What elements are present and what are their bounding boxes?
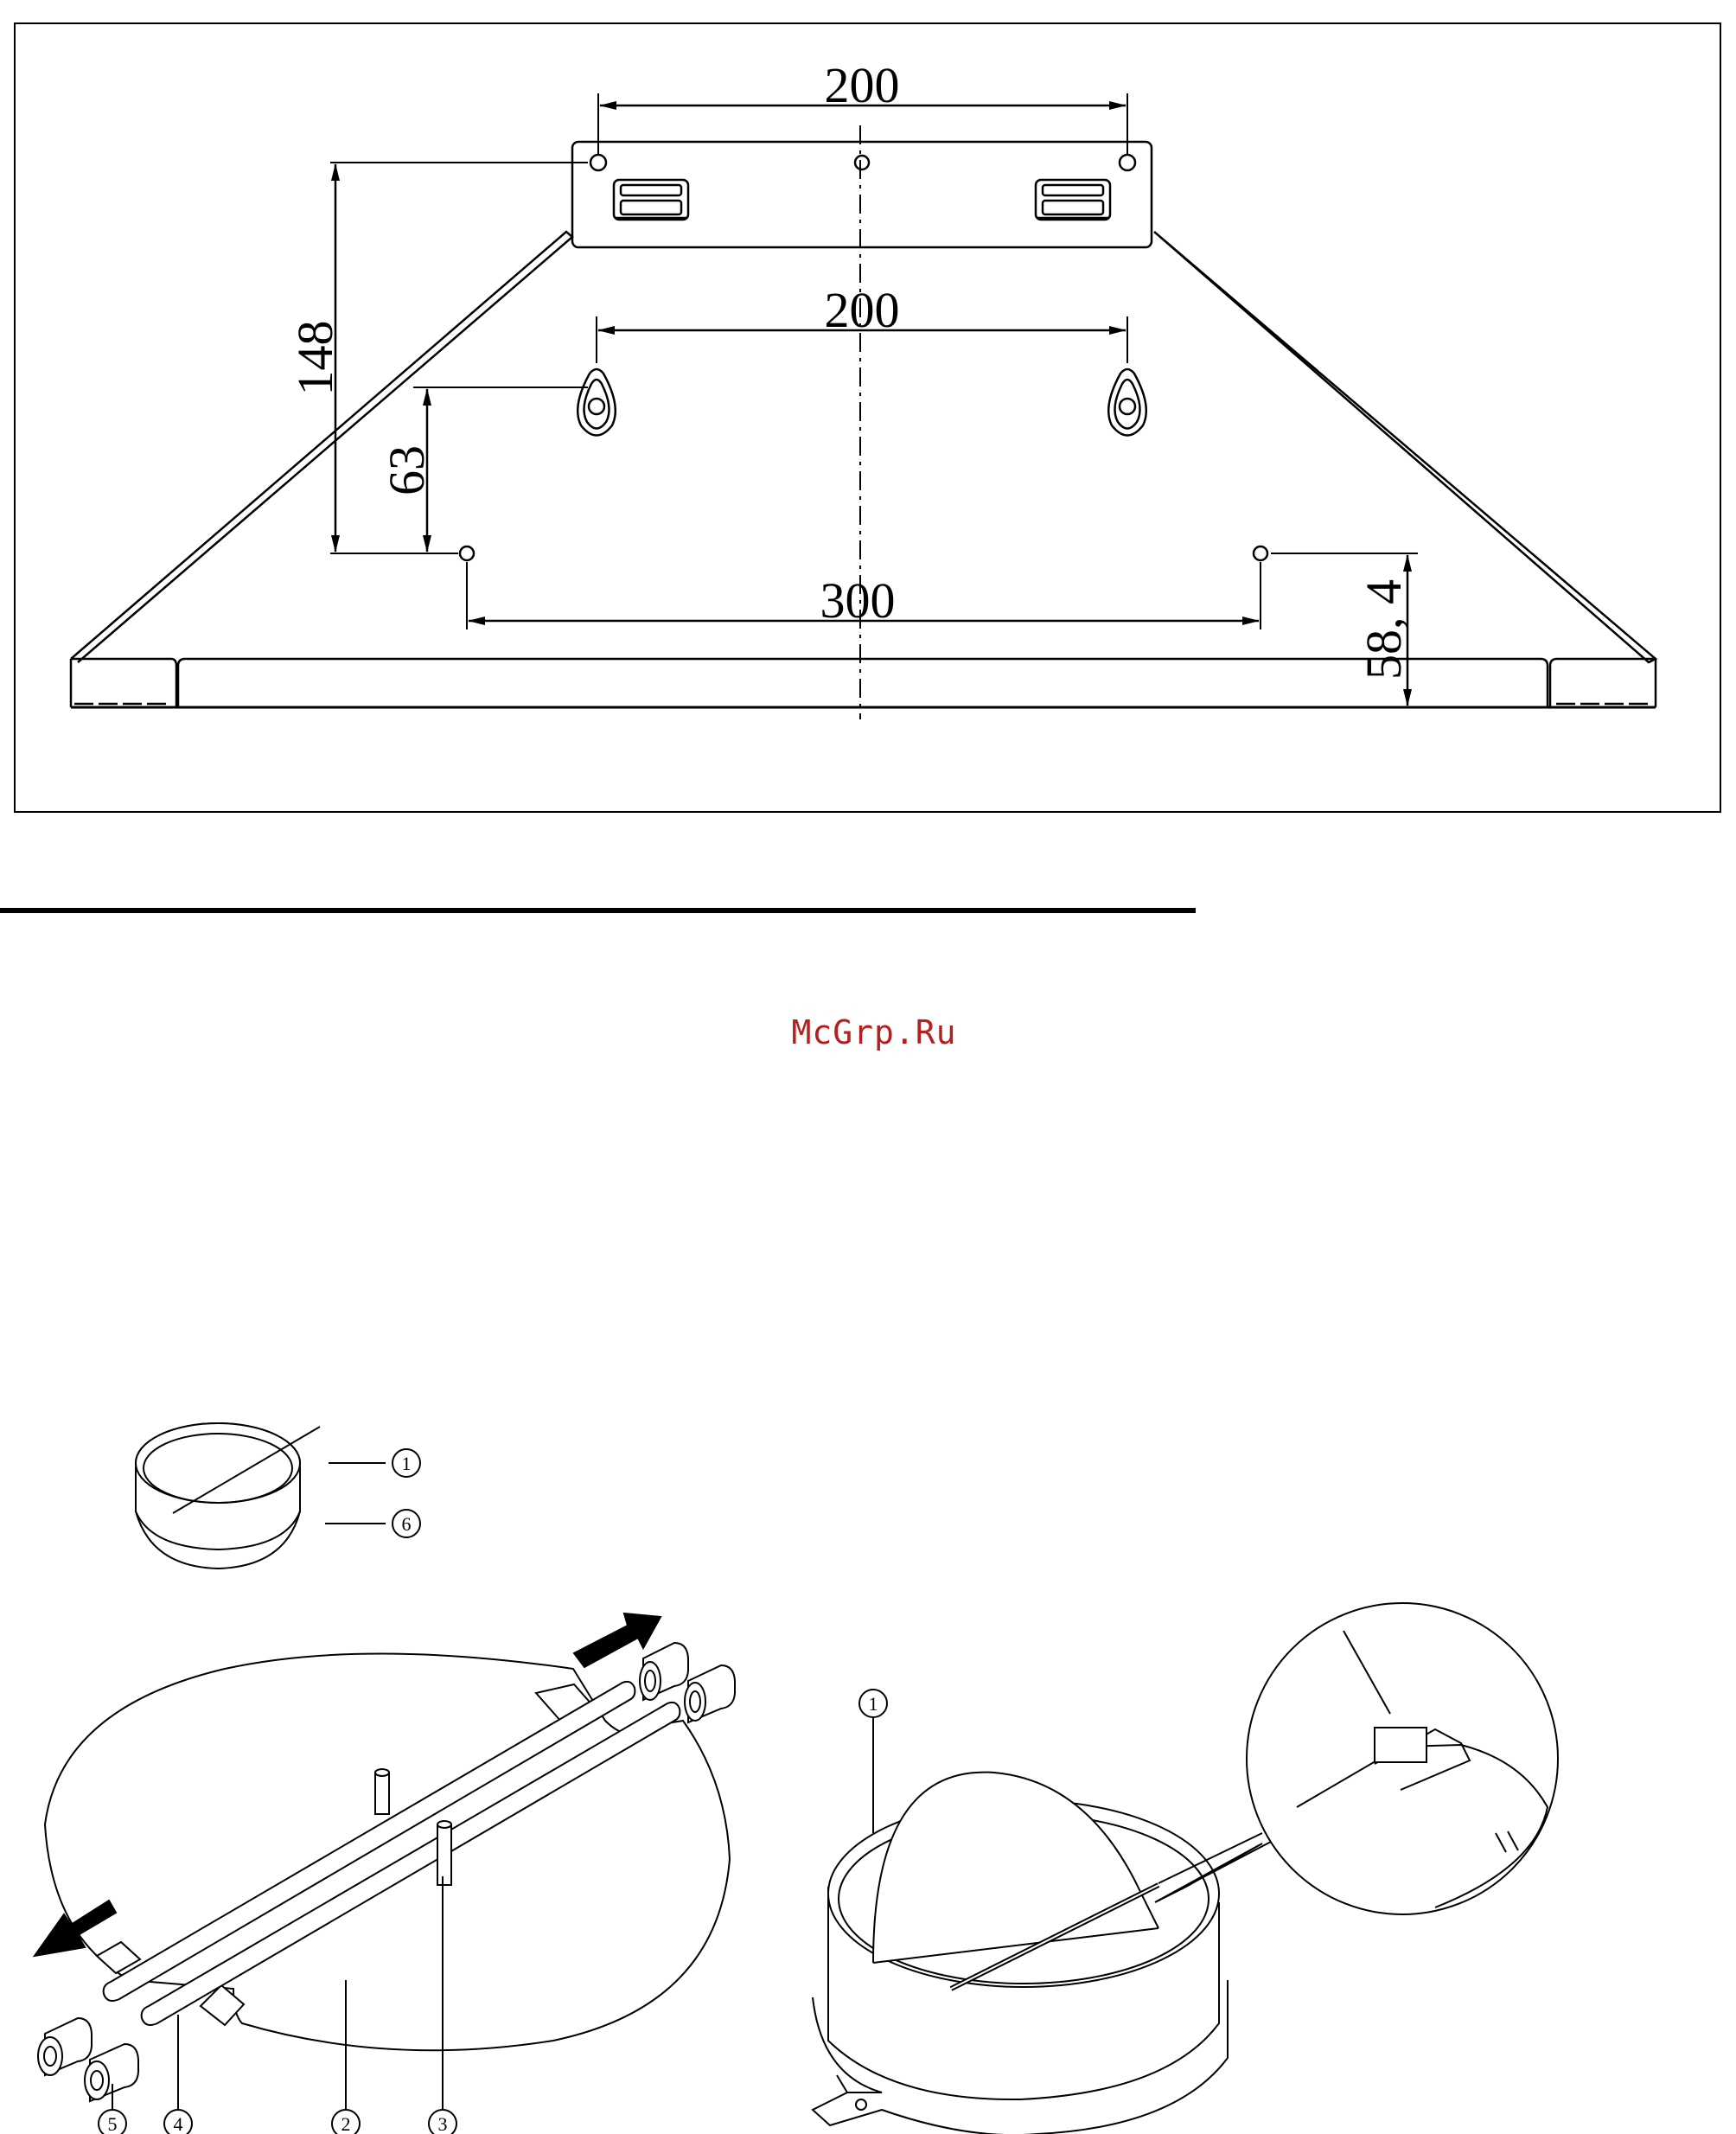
bushing-top-2 bbox=[685, 1665, 735, 1722]
bushing-bottom-1 bbox=[38, 2018, 92, 2075]
svg-text:6: 6 bbox=[401, 1513, 412, 1535]
watermark bbox=[0, 1013, 1736, 1051]
bracket-slot-right bbox=[1036, 180, 1110, 220]
mounting-bracket-drawing bbox=[15, 23, 1720, 812]
dim-label-middle-200: 200 bbox=[824, 282, 900, 338]
callout-6 bbox=[393, 1510, 420, 1537]
svg-text:1: 1 bbox=[401, 1453, 412, 1474]
callout-1 bbox=[393, 1449, 420, 1477]
pin-lower bbox=[437, 1821, 451, 1885]
svg-text:3: 3 bbox=[437, 2113, 448, 2134]
dim-label-148: 148 bbox=[287, 320, 343, 396]
callout-4 bbox=[164, 2110, 192, 2134]
keyhole-slot-right bbox=[1108, 369, 1146, 436]
mount-hole-left bbox=[590, 155, 606, 170]
watermark-text: McGrp.Ru bbox=[791, 1013, 957, 1051]
dim-label-63: 63 bbox=[379, 445, 435, 495]
pin-upper bbox=[375, 1769, 389, 1814]
svg-text:2: 2 bbox=[341, 2113, 351, 2134]
lower-hole-left bbox=[460, 546, 474, 560]
svg-text:4: 4 bbox=[173, 2113, 183, 2134]
section-divider bbox=[0, 908, 1196, 913]
damper-installed-drawing bbox=[813, 1603, 1558, 2134]
callout-3 bbox=[429, 2110, 456, 2134]
bracket-slot-left bbox=[614, 180, 688, 220]
damper-assembly-drawing bbox=[35, 1423, 735, 2110]
bracket-plate bbox=[572, 142, 1152, 247]
lower-hole-right bbox=[1254, 546, 1267, 560]
dim-label-58-4: 58, 4 bbox=[1356, 579, 1412, 680]
callout-5 bbox=[99, 2110, 126, 2134]
svg-text:1: 1 bbox=[868, 1693, 878, 1715]
damper-callout-1 bbox=[859, 1690, 887, 1717]
damper-disc bbox=[136, 1423, 320, 1569]
damper-plate bbox=[45, 1654, 730, 2051]
mount-hole-center bbox=[855, 156, 869, 169]
svg-text:5: 5 bbox=[107, 2113, 118, 2134]
callout-2 bbox=[332, 2110, 360, 2134]
bushing-top-1 bbox=[640, 1643, 688, 1700]
mount-hole-right bbox=[1120, 155, 1135, 170]
keyhole-slot-left bbox=[578, 369, 616, 436]
dim-label-bottom-300: 300 bbox=[820, 572, 896, 629]
dim-label-top-200: 200 bbox=[824, 57, 900, 113]
